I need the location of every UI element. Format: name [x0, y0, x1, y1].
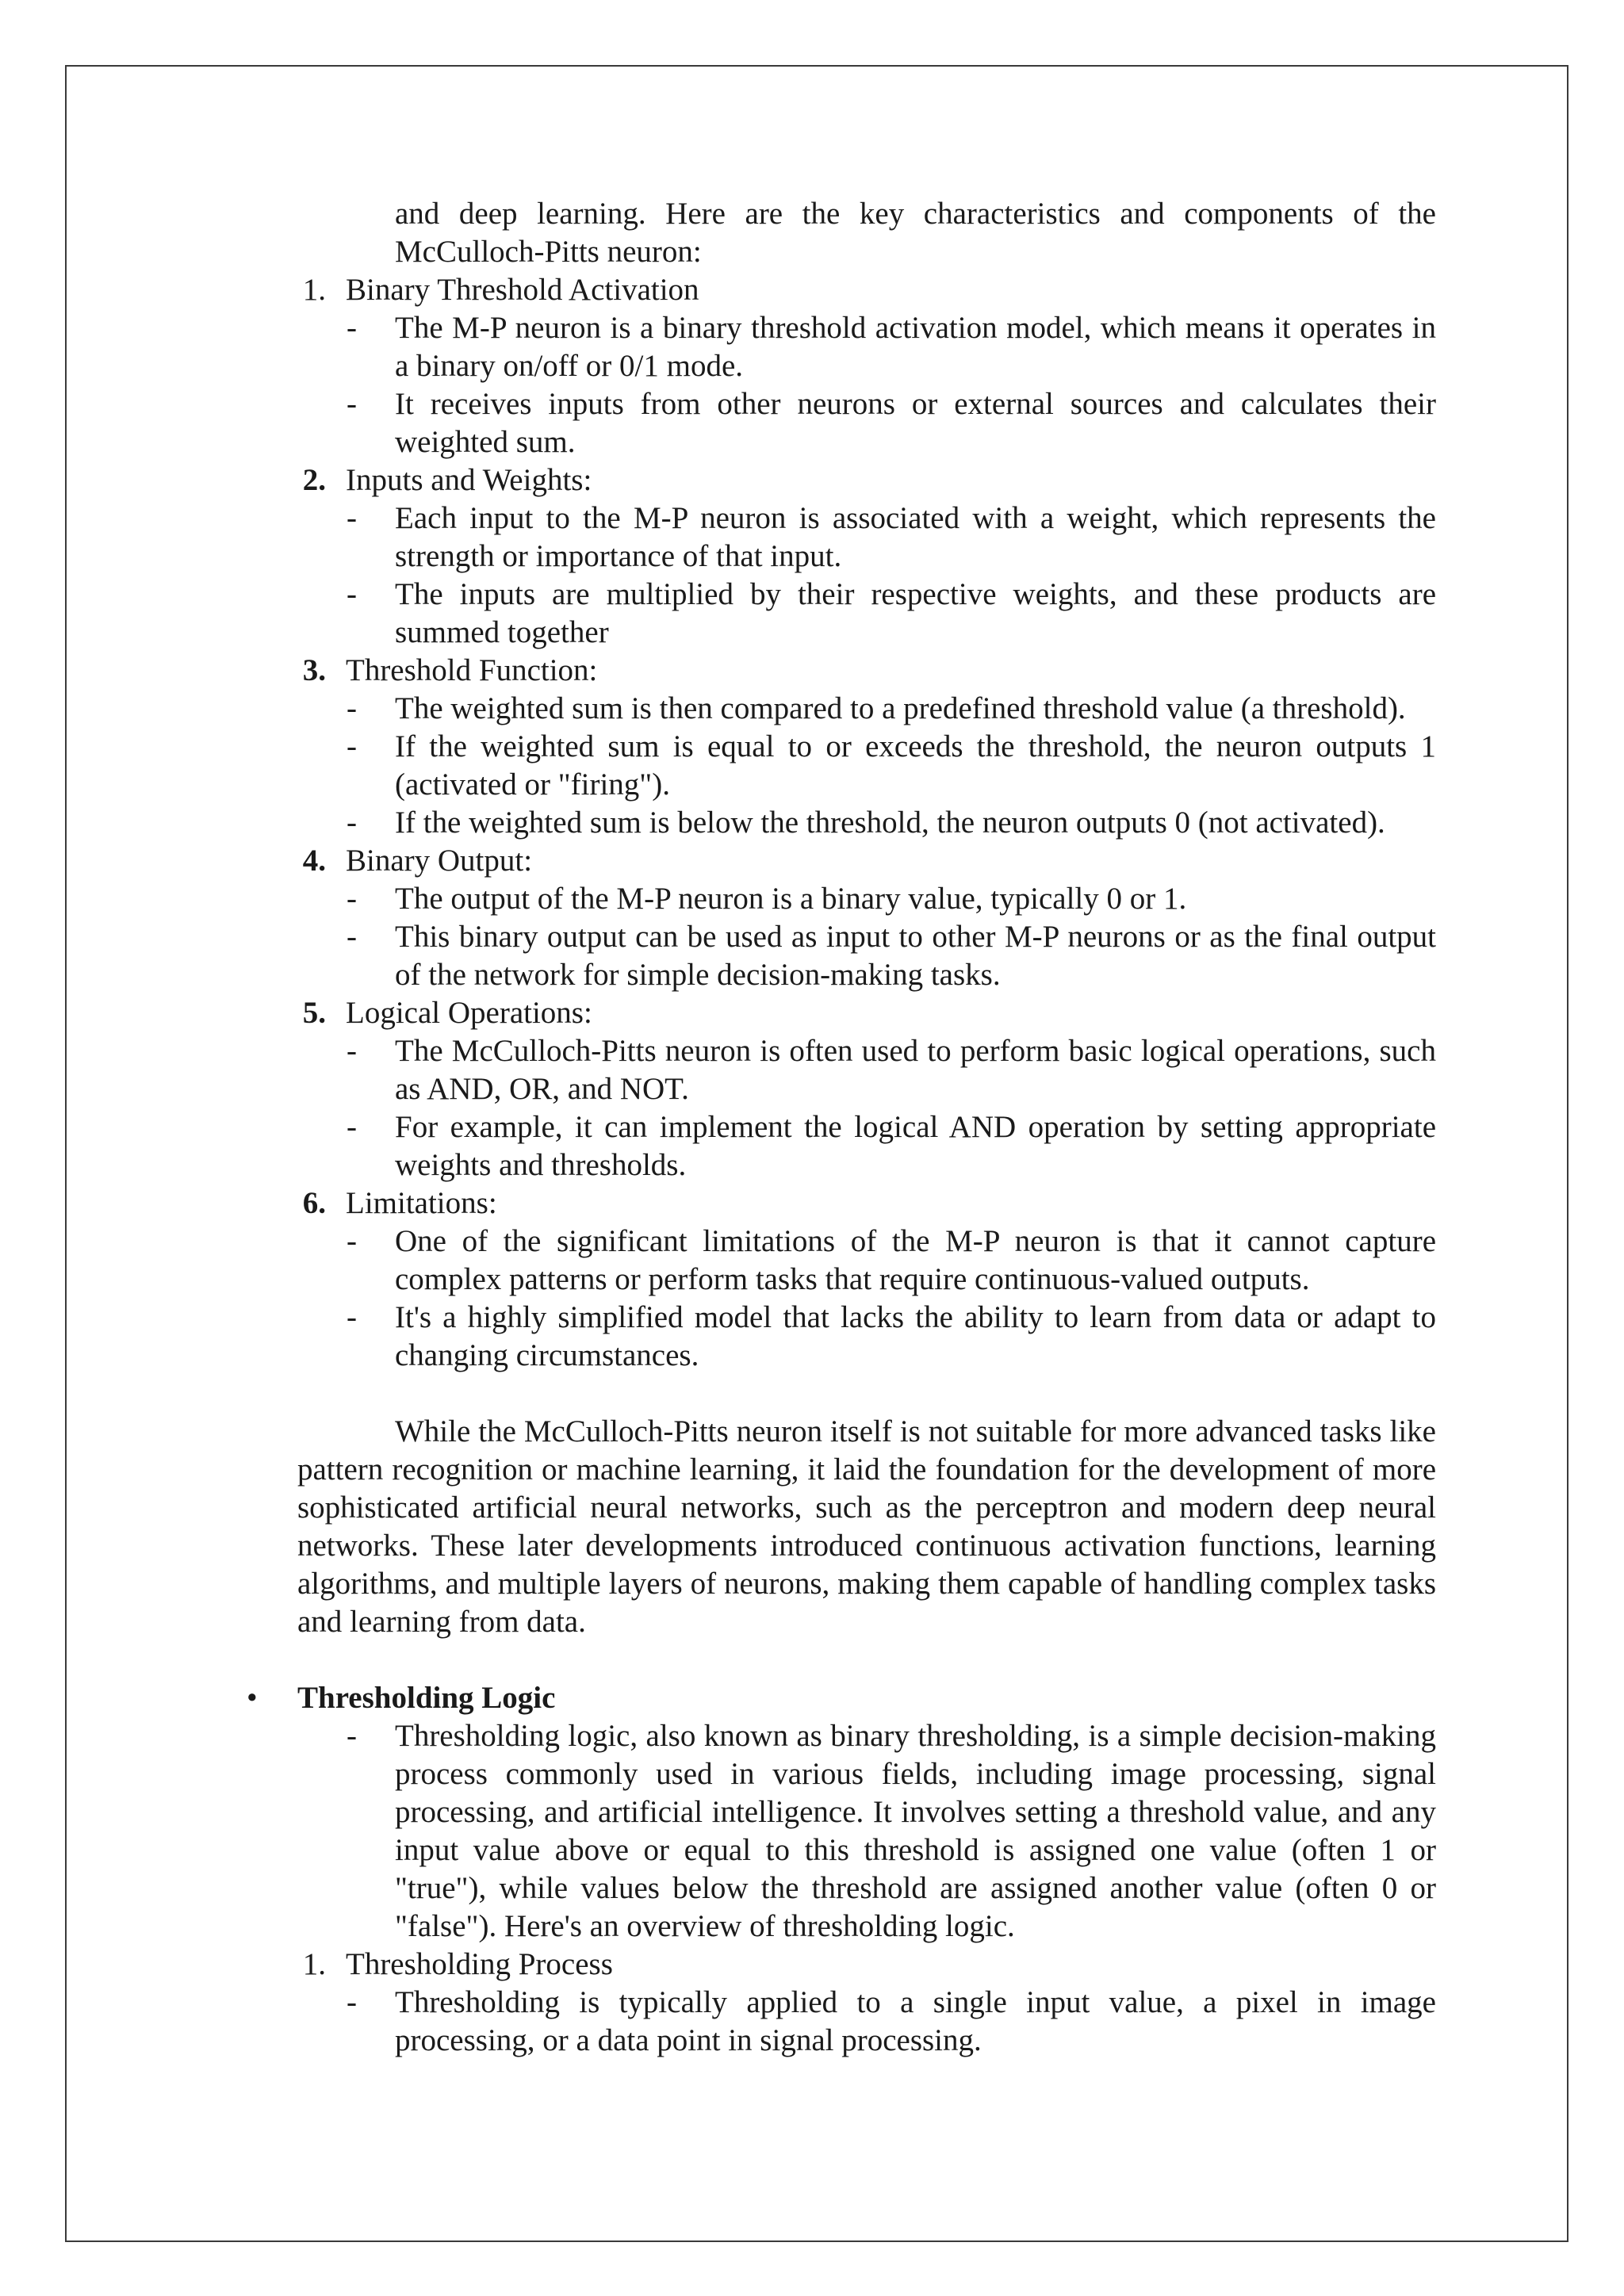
item-number: 5.: [302, 996, 326, 1030]
list-point: - It's a highly simplified model that lacks the ability to learn from data or adapt to changing circumstances.: [347, 1300, 1436, 1372]
item-number: 2.: [302, 463, 326, 497]
item-2-points: [297, 499, 1436, 652]
document-body: [247, 195, 1436, 2060]
item-title: Limitations:: [346, 1186, 497, 1220]
threshold-item-1-points: [297, 1984, 1436, 2060]
list-item-3: [297, 652, 1436, 690]
list-point: - If the weighted sum is below the threshold, the neuron outputs 0 (not activated).: [347, 806, 1385, 840]
item-title: Thresholding Process: [346, 1947, 613, 1981]
threshold-list-item-1: [297, 1946, 1436, 1984]
list-point: - If the weighted sum is equal to or exceeds the threshold, the neuron outputs 1 (activated or "firing").: [347, 729, 1436, 802]
list-item-6: [297, 1184, 1436, 1223]
item-6-points: [297, 1223, 1436, 1375]
item-1-points: [297, 309, 1436, 461]
bullet-icon: •: [247, 1681, 258, 1715]
section-heading-thresholding-logic: [247, 1679, 1436, 1717]
list-point: - The inputs are multiplied by their respective weights, and these products are summed together: [347, 577, 1436, 649]
thresholding-intro: [297, 1717, 1436, 1946]
item-title: Binary Output:: [346, 844, 533, 878]
conclusion-paragraph: While the McCulloch-Pitts neuron itself is not suitable for more advanced tasks like pattern recognition or machine learning, it laid the foundation for the development of more sophisticated artificial neural networks, such as the perceptron and modern deep neural networks. These later developments introduced continuous activation functions, learning algorithms, and multiple layers of neurons, making them capable of handling complex tasks and learning from data.: [297, 1414, 1436, 1639]
item-number: 4.: [302, 844, 326, 878]
list-point: - The McCulloch-Pitts neuron is often used to perform basic logical operations, such as AND, OR, and NOT.: [347, 1034, 1436, 1106]
item-number: 6.: [302, 1186, 326, 1220]
item-number: 1.: [302, 1947, 326, 1981]
list-point: - The output of the M-P neuron is a binary value, typically 0 or 1.: [347, 882, 1187, 916]
list-item-5: [297, 994, 1436, 1032]
list-point: - It receives inputs from other neurons or external sources and calculates their weighted sum.: [347, 387, 1436, 459]
list-point: - Thresholding is typically applied to a single input value, a pixel in image processing, or a data point in signal processing.: [347, 1985, 1436, 2057]
item-5-points: [297, 1032, 1436, 1184]
list-point: - For example, it can implement the logical AND operation by setting appropriate weights and thresholds.: [347, 1110, 1436, 1182]
section-heading-text: Thresholding Logic: [297, 1681, 556, 1715]
list-point: - Each input to the M-P neuron is associated with a weight, which represents the strength or importance of that input.: [347, 501, 1436, 573]
item-title: Binary Threshold Activation: [346, 273, 699, 307]
list-point: - Thresholding logic, also known as binary thresholding, is a simple decision-making process commonly used in various fields, including image processing, signal processing, and artificial intelligence. It involves setting a threshold value, and any input value above or equal to this threshold is assigned one value (often 1 or "true"), while values below the threshold are assigned another value (often 0 or "false"). Here's an overview of thresholding logic.: [347, 1719, 1436, 1943]
list-point: - The weighted sum is then compared to a predefined threshold value (a threshold).: [347, 691, 1406, 725]
list-item-4: [297, 842, 1436, 880]
item-number: 1.: [302, 273, 326, 307]
list-item-1: [297, 271, 1436, 309]
list-point: - The M-P neuron is a binary threshold activation model, which means it operates in a binary on/off or 0/1 mode.: [347, 311, 1436, 383]
item-title: Threshold Function:: [346, 653, 598, 687]
item-3-points: [297, 690, 1436, 842]
item-4-points: [297, 880, 1436, 994]
list-point: - One of the significant limitations of the M-P neuron is that it cannot capture complex patterns or perform tasks that require continuous-valued outputs.: [347, 1224, 1436, 1296]
list-point: - This binary output can be used as input to other M-P neurons or as the final output of the network for simple decision-making tasks.: [347, 920, 1436, 992]
item-number: 3.: [302, 653, 326, 687]
item-title: Logical Operations:: [346, 996, 592, 1030]
intro-paragraph: and deep learning. Here are the key characteristics and components of the McCulloch-Pitts neuron:: [395, 197, 1436, 269]
item-title: Inputs and Weights:: [346, 463, 592, 497]
list-item-2: [297, 461, 1436, 499]
